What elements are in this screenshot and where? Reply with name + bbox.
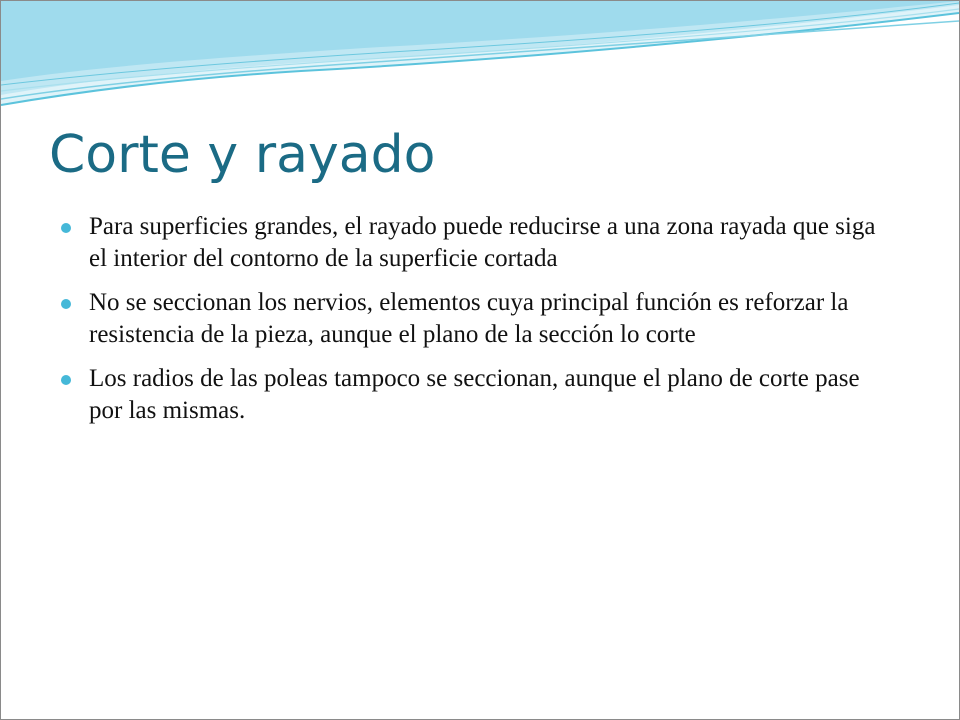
bullet-text: Los radios de las poleas tampoco se seccionan, aunque el plano de corte pase por las mismas. — [89, 365, 860, 424]
bullet-item — [61, 287, 881, 351]
bullet-text: No se seccionan los nervios, elementos cuya principal función es reforzar la resistencia de la pieza, aunque el plano de la sección lo corte — [89, 289, 849, 348]
slide-title: Corte y rayado — [49, 125, 436, 185]
bullet-marker-icon — [61, 223, 71, 233]
bullet-marker-icon — [61, 375, 71, 385]
bullet-list — [61, 211, 881, 439]
header-wave-decoration — [1, 1, 959, 111]
bullet-marker-icon — [61, 299, 71, 309]
bullet-item — [61, 211, 881, 275]
bullet-item — [61, 363, 881, 427]
bullet-text: Para superficies grandes, el rayado puede reducirse a una zona rayada que siga el interior del contorno de la superficie cortada — [89, 213, 876, 272]
